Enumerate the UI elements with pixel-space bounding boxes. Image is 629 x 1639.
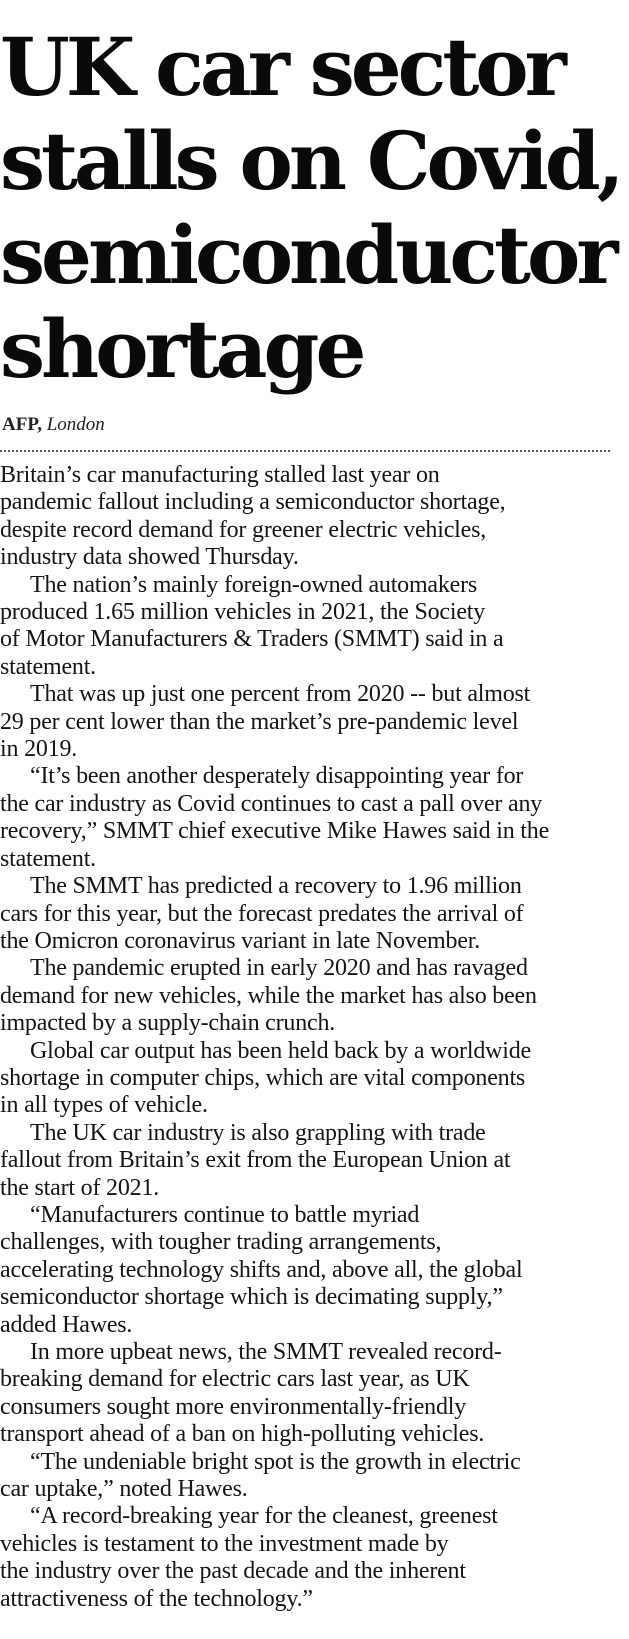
text-line: pandemic fallout including a semiconductor shortage, — [0, 489, 506, 516]
paragraph-12 — [0, 1503, 629, 1613]
text-line: “A record-breaking year for the cleanest, greenest — [30, 1503, 498, 1530]
headline-line: semiconductor — [0, 208, 615, 302]
text-line: The UK car industry is also grappling with trade — [30, 1119, 486, 1146]
text-line: impacted by a supply-chain crunch. — [0, 1010, 336, 1037]
paragraph-7 — [0, 1038, 629, 1120]
text-line: industry data showed Thursday. — [0, 544, 299, 571]
paragraph-5 — [0, 873, 629, 955]
text-line: produced 1.65 million vehicles in 2021, the Society — [0, 599, 486, 626]
text-line: The nation’s mainly foreign-owned automakers — [30, 571, 478, 598]
text-line: “The undeniable bright spot is the growth in electric — [30, 1448, 521, 1475]
text-line: in 2019. — [0, 736, 78, 763]
text-line: car uptake,” noted Hawes. — [0, 1476, 248, 1503]
headline-line: stalls on Covid, — [0, 114, 621, 208]
text-line: semiconductor shortage which is decimating supply,” — [0, 1284, 503, 1311]
headline-line: UK car sector — [0, 20, 563, 114]
paragraph-4 — [0, 763, 629, 873]
article-body — [0, 462, 629, 1613]
paragraph-8 — [0, 1120, 629, 1202]
text-line: That was up just one percent from 2020 -- but almost — [30, 681, 531, 708]
text-line: challenges, with tougher trading arrangements, — [0, 1229, 442, 1256]
text-line: added Hawes. — [0, 1311, 133, 1338]
text-line: transport ahead of a ban on high-polluting vehicles. — [0, 1421, 485, 1448]
byline-location: London — [46, 414, 105, 435]
paragraph-2 — [0, 572, 629, 682]
byline-agency: AFP, — [2, 414, 42, 435]
text-line: In more upbeat news, the SMMT revealed record- — [30, 1339, 502, 1365]
text-line: statement. — [0, 845, 96, 872]
paragraph-3 — [0, 681, 629, 763]
headline — [0, 20, 629, 396]
text-line: statement. — [0, 653, 96, 680]
text-line: the start of 2021. — [0, 1174, 160, 1201]
text-line: of Motor Manufacturers & Traders (SMMT) said in a — [0, 626, 504, 653]
text-line: shortage in computer chips, which are vital components — [0, 1064, 526, 1091]
text-line: vehicles is testament to the investment made by — [0, 1530, 449, 1557]
byline — [2, 414, 105, 436]
text-line: attractiveness of the technology.” — [0, 1585, 313, 1612]
headline-line: shortage — [0, 302, 363, 396]
paragraph-10 — [0, 1339, 629, 1449]
text-line: cars for this year, but the forecast predates the arrival of — [0, 900, 524, 927]
text-line: 29 per cent lower than the market’s pre-pandemic level — [0, 708, 519, 735]
paragraph-11 — [0, 1449, 629, 1504]
dotted-divider — [0, 450, 610, 452]
paragraph-9 — [0, 1202, 629, 1339]
text-line: fallout from Britain’s exit from the European Union at — [0, 1147, 511, 1174]
text-line: Britain’s car manufacturing stalled last year on — [0, 462, 440, 488]
text-line: “Manufacturers continue to battle myriad — [30, 1201, 420, 1228]
text-line: demand for new vehicles, while the market has also been — [0, 982, 537, 1009]
text-line: the Omicron coronavirus variant in late November. — [0, 927, 481, 954]
text-line: Global car output has been held back by a worldwide — [30, 1037, 531, 1064]
text-line: breaking demand for electric cars last year, as UK — [0, 1366, 470, 1393]
text-line: recovery,” SMMT chief executive Mike Hawes said in the — [0, 818, 550, 845]
text-line: in all types of vehicle. — [0, 1092, 208, 1119]
paragraph-6 — [0, 955, 629, 1037]
text-line: The SMMT has predicted a recovery to 1.96 million — [30, 873, 522, 900]
text-line: accelerating technology shifts and, above all, the global — [0, 1256, 523, 1283]
text-line: The pandemic erupted in early 2020 and has ravaged — [30, 955, 528, 982]
text-line: despite record demand for greener electric vehicles, — [0, 516, 487, 543]
text-line: consumers sought more environmentally-friendly — [0, 1393, 467, 1420]
paragraph-1 — [0, 462, 629, 572]
text-line: the industry over the past decade and the inherent — [0, 1558, 466, 1585]
text-line: “It’s been another desperately disappointing year for — [30, 763, 524, 790]
text-line: the car industry as Covid continues to cast a pall over any — [0, 790, 543, 817]
